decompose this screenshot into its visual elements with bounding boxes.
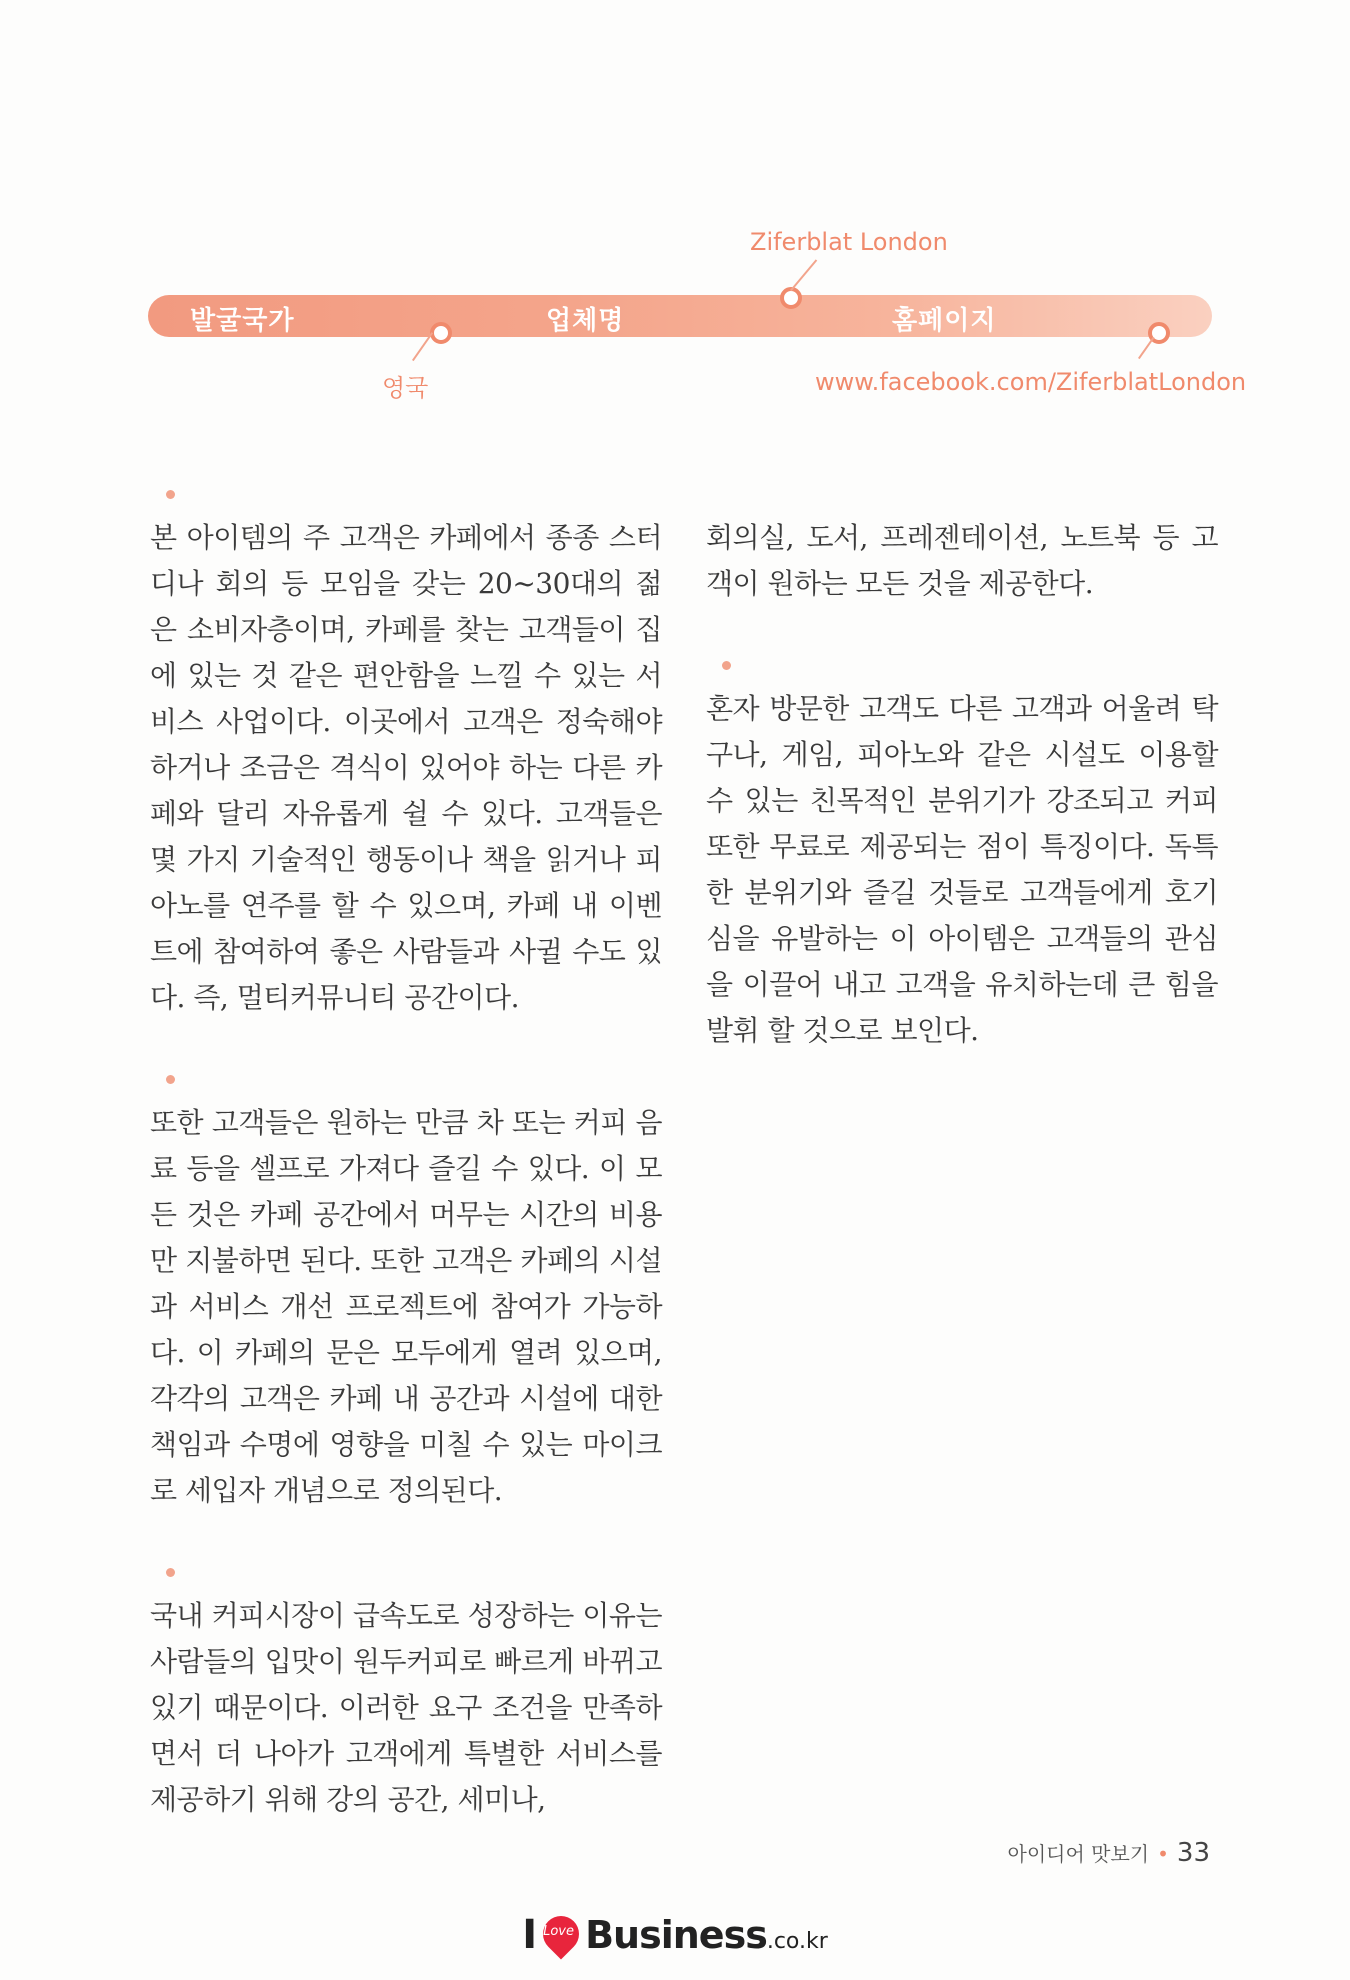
info-bar [0,0,1350,420]
bullet-dot [166,490,175,499]
homepage-leader-line [1138,337,1155,359]
page-number: 33 [1176,1838,1210,1868]
heart-icon [536,1909,587,1960]
right-column [706,515,1218,1108]
paragraph-text: 본 아이템의 주 고객은 카페에서 종종 스터디나 회의 등 모임을 갖는 20~30대의 젊은 소비자층이며, 카페를 찾는 고객들이 집에 있는 것 같은 편안함을 느낄 수 있는 서비스 사업이다. 이곳에서 고객은 정숙해야 하거나 조금은 격식이 있어야 하는 다른 카페와 달리 자유롭게 쉴 수 있다. 고객들은 몇 가지 기술적인 행동이나 책을 읽거나 피아노를 연주를 할 수 있으며, 카페 내 이벤트에 참여하여 좋은 사람들과 사귈 수도 있다. 즉, 멀티커뮤니티 공간이다. [150,521,662,1014]
company-leader-line [790,259,817,291]
logo-domain: .co.kr [766,1929,828,1954]
paragraph-text: 회의실, 도서, 프레젠테이션, 노트북 등 고객이 원하는 모든 것을 제공한다. [706,521,1218,600]
logo-love: Love [543,1924,575,1940]
paragraph [706,661,1218,1054]
page-footer [1008,1838,1211,1868]
label-company: 업체명 [546,306,625,336]
bullet-dot [166,1568,175,1577]
paragraph [706,515,1218,607]
ilovebusiness-logo [0,1912,1350,1958]
paragraph-text: 국내 커피시장이 급속도로 성장하는 이유는 사람들의 입맛이 원두커피로 빠르게 바뀌고 있기 때문이다. 이러한 요구 조건을 만족하면서 더 나아가 고객에게 특별한 서비스를 제공하기 위해 강의 공간, 세미나, [150,1599,662,1816]
bullet-dot [166,1075,175,1084]
paragraph [150,1075,662,1514]
bullet-dot [722,661,731,670]
paragraph [150,1568,662,1823]
logo-business: Business [585,1913,767,1957]
footer-separator-dot: • [1157,1842,1169,1866]
paragraph-text: 혼자 방문한 고객도 다른 고객과 어울려 탁구나, 게임, 피아노와 같은 시설도 이용할 수 있는 친목적인 분위기가 강조되고 커피 또한 무료로 제공되는 점이 특징이다. 독특한 분위기와 즐길 것들로 고객들에게 호기심을 유발하는 이 아이템은 고객들의 관심을 이끌어 내고 고객을 유치하는데 큰 힘을 발휘 할 것으로 보인다. [706,692,1218,1047]
info-gradient-bar [148,295,1212,337]
value-country: 영국 [382,374,429,402]
paragraph [150,490,662,1021]
section-name: 아이디어 맛보기 [1007,1842,1150,1866]
left-column [150,490,662,1877]
value-company: Ziferblat London [750,228,948,256]
label-homepage: 홈페이지 [892,306,997,336]
label-country: 발굴국가 [190,306,295,336]
value-homepage: www.facebook.com/ZiferblatLondon [815,368,1247,396]
logo-i: I [522,1912,538,1958]
paragraph-text: 또한 고객들은 원하는 만큼 차 또는 커피 음료 등을 셀프로 가져다 즐길 수 있다. 이 모든 것은 카페 공간에서 머무는 시간의 비용만 지불하면 된다. 또한 고객은 카페의 시설과 서비스 개선 프로젝트에 참여가 가능하다. 이 카페의 문은 모두에게 열려 있으며, 각각의 고객은 카페 내 공간과 시설에 대한 책임과 수명에 영향을 미칠 수 있는 마이크로 세입자 개념으로 정의된다. [150,1106,662,1507]
